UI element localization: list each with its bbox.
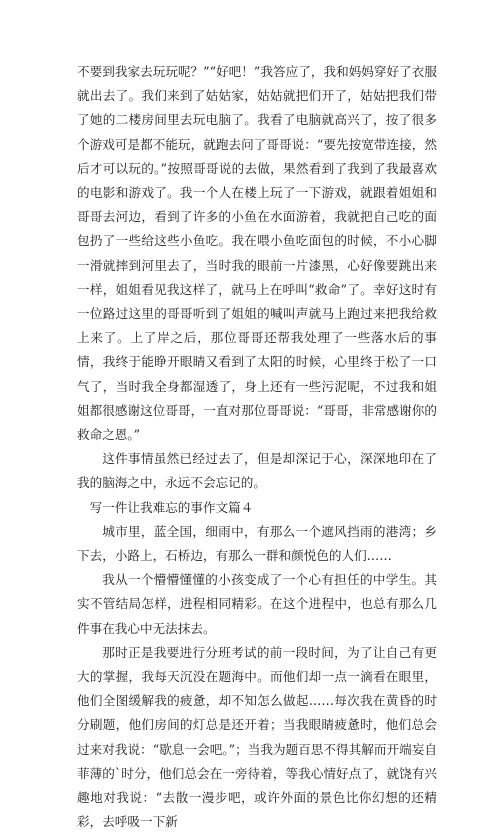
- paragraph: 我从一个懵懵懂懂的小孩变成了一个心有担任的中学生。其实不管结局怎样，进程相同精彩。在这个进程中，也总有那么几件事在我心中无法抹去。: [77, 572, 437, 636]
- paragraph: 那时正是我要进行分班考试的前一段时间，为了让自己有更大的掌握，我每天沉没在题海中。而他们却一点一滴看在眼里，他们全图缓解我的疲惫，却不知怎么做起……每次我在黄昏的时分刷题，他们房间的灯总是还开着；当我眼睛疲惫时，他们总会过来对我说：“歇息一会吧。”；当我为题百思不得其解而开端妄自菲薄的`时分，他们总会在一旁待着，等我心情好点了，就饶有兴趣地对我说：“去散一漫步吧，或许外面的景色比你幻想的还精彩，去呼吸一下新: [77, 644, 437, 830]
- paragraph: 城市里，蓝全国，细雨中，有那么一个遮风挡雨的港湾；乡下去，小路上，石桥边，有那么一群和颜悦色的人们……: [77, 523, 437, 564]
- paragraph: 不要到我家去玩玩呢？”“好吧！”我答应了，我和妈妈穿好了衣服就出去了。我们来到了姑姑家，姑姑就把们开了，姑姑把我们带了她的二楼房间里去玩电脑了。我看了电脑就高兴了，按了很多个游戏可是都不能玩，就跑去问了哥哥说：“要先按宽带连接，然后才可以玩的。”按照哥哥说的去做，果然看到了我到了我最喜欢的电影和游戏了。我一个人在楼上玩了一下游戏，就跟着姐姐和哥哥去河边，看到了许多的小鱼在水面游着，我就把自己吃的面包扔了一些给这些小鱼吃。我在喂小鱼吃面包的时候，不小心脚一滑就摔到河里去了，当时我的眼前一片漆黑，心好像要跳出来一样，姐姐看见我这样了，就马上在呼叫“救命”了。幸好这时有一位路过这里的哥哥听到了姐姐的喊叫声就马上跑过来把我给救上来了。上了岸之后，那位哥哥还帮我处理了一些落水后的事情，我终于能睁开眼睛又看到了太阳的时候，心里终于松了一口气了，当时我全身都湿透了，身上还有一些污泥呢，不过我和姐姐都很感谢这位哥哥，一直对那位哥哥说：“哥哥，非常感谢你的救命之恩。”: [77, 64, 437, 443]
- paragraph: 这件事情虽然已经过去了，但是却深记于心，深深地印在了我的脑海之中，永远不会忘记的。: [77, 451, 437, 491]
- section-heading: 写一件让我难忘的事作文篇４: [89, 499, 254, 515]
- document-body: [77, 60, 437, 835]
